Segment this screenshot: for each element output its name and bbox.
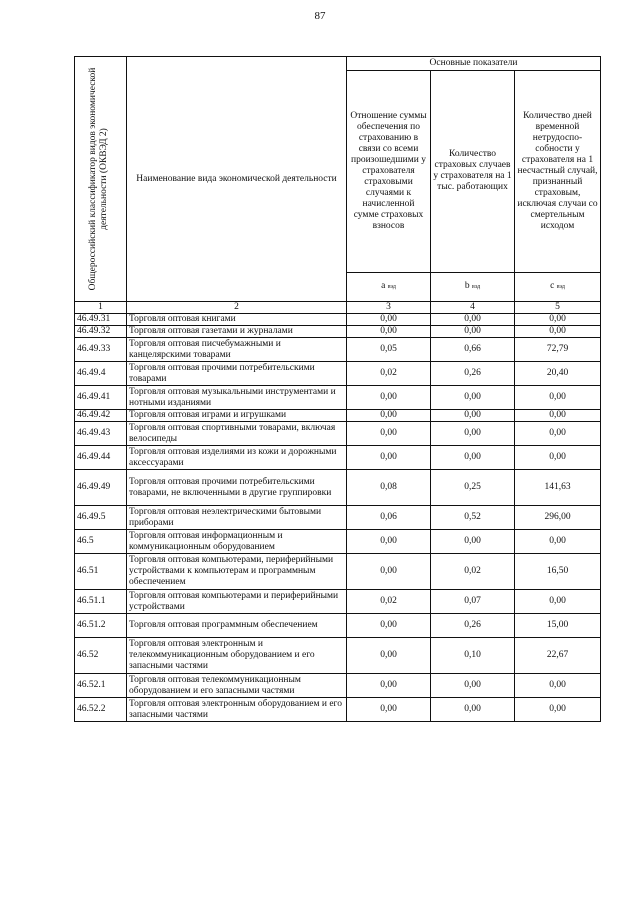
row-name: Торговля оптовая музыкальными инструментами и нотными изданиями [127, 386, 347, 410]
row-value-b: 0,00 [431, 410, 515, 422]
row-name: Торговля оптовая электронным и телекоммуникационным оборудованием и его запасными частями [127, 638, 347, 674]
row-value-b: 0,00 [431, 674, 515, 698]
row-value-a: 0,05 [347, 338, 431, 362]
row-value-a: 0,00 [347, 326, 431, 338]
row-code: 46.52.2 [75, 698, 127, 722]
row-name: Торговля оптовая спортивными товарами, включая велосипеды [127, 422, 347, 446]
table-row [75, 362, 601, 386]
row-value-b: 0,00 [431, 530, 515, 554]
row-value-c: 0,00 [515, 446, 601, 470]
row-code: 46.51 [75, 554, 127, 590]
row-value-b: 0,26 [431, 362, 515, 386]
table-row [75, 698, 601, 722]
row-value-a: 0,00 [347, 638, 431, 674]
row-value-b: 0,00 [431, 698, 515, 722]
row-value-b: 0,00 [431, 314, 515, 326]
header-indicator-a: Отношение суммы обеспечения по страхованию в связи со всеми произошедшими у страхователя страховыми случаями к начисленной сумме страховых взносов [347, 71, 431, 273]
row-value-c: 0,00 [515, 590, 601, 614]
row-code: 46.49.42 [75, 410, 127, 422]
row-value-c: 15,00 [515, 614, 601, 638]
row-value-a: 0,00 [347, 530, 431, 554]
row-value-b: 0,52 [431, 506, 515, 530]
row-value-a: 0,00 [347, 422, 431, 446]
symbol-a [347, 272, 431, 301]
symbol-c-subscript: вэд [556, 283, 565, 290]
row-value-a: 0,00 [347, 614, 431, 638]
symbol-c [515, 272, 601, 301]
row-code: 46.49.44 [75, 446, 127, 470]
table-row [75, 530, 601, 554]
row-name: Торговля оптовая прочими потребительскими товарами, не включенными в другие группировки [127, 470, 347, 506]
row-name: Торговля оптовая информационным и коммуникационным оборудованием [127, 530, 347, 554]
header-indicator-c: Количество дней временной нетрудоспо-собности у страхователя на 1 несчастный случай, признанный страховым, исключая случаи со смертельным исходом [515, 71, 601, 273]
header-indicator-b: Количество страховых случаев у страхователя на 1 тыс. работающих [431, 71, 515, 273]
row-value-a: 0,00 [347, 554, 431, 590]
row-value-b: 0,00 [431, 446, 515, 470]
row-value-a: 0,00 [347, 410, 431, 422]
table-row [75, 638, 601, 674]
row-name: Торговля оптовая электронным оборудованием и его запасными частями [127, 698, 347, 722]
row-value-b: 0,26 [431, 614, 515, 638]
row-value-b: 0,00 [431, 422, 515, 446]
symbol-c-letter: c [550, 280, 555, 291]
table-row [75, 614, 601, 638]
row-name: Торговля оптовая книгами [127, 314, 347, 326]
row-code: 46.49.4 [75, 362, 127, 386]
row-value-c: 20,40 [515, 362, 601, 386]
row-code: 46.49.33 [75, 338, 127, 362]
row-value-c: 141,63 [515, 470, 601, 506]
row-value-c: 72,79 [515, 338, 601, 362]
row-name: Торговля оптовая играми и игрушками [127, 410, 347, 422]
table-row [75, 386, 601, 410]
row-name: Торговля оптовая писчебумажными и канцелярскими товарами [127, 338, 347, 362]
table-row [75, 470, 601, 506]
row-name: Торговля оптовая программным обеспечением [127, 614, 347, 638]
table-row [75, 674, 601, 698]
row-value-b: 0,02 [431, 554, 515, 590]
row-value-a: 0,00 [347, 314, 431, 326]
row-value-c: 0,00 [515, 422, 601, 446]
table-row [75, 554, 601, 590]
table-row [75, 422, 601, 446]
table-row [75, 446, 601, 470]
indicators-table [74, 56, 601, 722]
row-value-a: 0,02 [347, 362, 431, 386]
table-row [75, 506, 601, 530]
row-name: Торговля оптовая прочими потребительскими товарами [127, 362, 347, 386]
row-value-a: 0,00 [347, 446, 431, 470]
row-name: Торговля оптовая телекоммуникационным оборудованием и его запасными частями [127, 674, 347, 698]
row-code: 46.52.1 [75, 674, 127, 698]
row-value-b: 0,66 [431, 338, 515, 362]
row-value-a: 0,02 [347, 590, 431, 614]
row-value-c: 16,50 [515, 554, 601, 590]
row-value-c: 0,00 [515, 530, 601, 554]
symbol-a-subscript: вэд [387, 283, 396, 290]
table-row [75, 590, 601, 614]
row-value-a: 0,00 [347, 698, 431, 722]
row-code: 46.52 [75, 638, 127, 674]
row-value-c: 296,00 [515, 506, 601, 530]
row-code: 46.49.31 [75, 314, 127, 326]
column-number: 3 [347, 302, 431, 314]
row-value-c: 22,67 [515, 638, 601, 674]
row-code: 46.49.43 [75, 422, 127, 446]
table-row [75, 410, 601, 422]
row-value-c: 0,00 [515, 386, 601, 410]
column-number: 1 [75, 302, 127, 314]
symbol-a-letter: a [381, 280, 386, 291]
row-code: 46.49.32 [75, 326, 127, 338]
page-number: 87 [314, 10, 326, 22]
row-code: 46.49.49 [75, 470, 127, 506]
row-value-a: 0,06 [347, 506, 431, 530]
row-code: 46.5 [75, 530, 127, 554]
row-value-b: 0,25 [431, 470, 515, 506]
row-code: 46.51.1 [75, 590, 127, 614]
header-code-label: Общероссийский классификатор видов экономической деятельности (ОКВЭД 2) [88, 67, 109, 291]
header-group-title: Основные показатели [347, 57, 601, 71]
table-row [75, 338, 601, 362]
row-name: Торговля оптовая газетами и журналами [127, 326, 347, 338]
column-number: 2 [127, 302, 347, 314]
symbol-b [431, 272, 515, 301]
symbol-b-letter: b [464, 280, 470, 291]
row-value-c: 0,00 [515, 674, 601, 698]
row-name: Торговля оптовая изделиями из кожи и дорожными аксессуарами [127, 446, 347, 470]
row-value-a: 0,00 [347, 386, 431, 410]
row-name: Торговля оптовая компьютерами, периферийными устройствами к компьютерам и программным обеспечением [127, 554, 347, 590]
row-code: 46.49.41 [75, 386, 127, 410]
row-value-c: 0,00 [515, 698, 601, 722]
table-row [75, 326, 601, 338]
row-name: Торговля оптовая компьютерами и периферийными устройствами [127, 590, 347, 614]
column-number-row [75, 302, 601, 314]
row-value-c: 0,00 [515, 314, 601, 326]
header-code-column [75, 57, 127, 302]
row-value-b: 0,07 [431, 590, 515, 614]
row-value-b: 0,00 [431, 326, 515, 338]
column-number: 5 [515, 302, 601, 314]
row-code: 46.49.5 [75, 506, 127, 530]
table-row [75, 314, 601, 326]
row-value-a: 0,00 [347, 674, 431, 698]
row-value-b: 0,00 [431, 386, 515, 410]
row-value-a: 0,08 [347, 470, 431, 506]
row-code: 46.51.2 [75, 614, 127, 638]
symbol-b-subscript: вэд [471, 283, 481, 290]
row-value-c: 0,00 [515, 326, 601, 338]
header-name-column: Наименование вида экономической деятельности [127, 57, 347, 302]
row-value-c: 0,00 [515, 410, 601, 422]
row-value-b: 0,10 [431, 638, 515, 674]
row-name: Торговля оптовая неэлектрическими бытовыми приборами [127, 506, 347, 530]
column-number: 4 [431, 302, 515, 314]
